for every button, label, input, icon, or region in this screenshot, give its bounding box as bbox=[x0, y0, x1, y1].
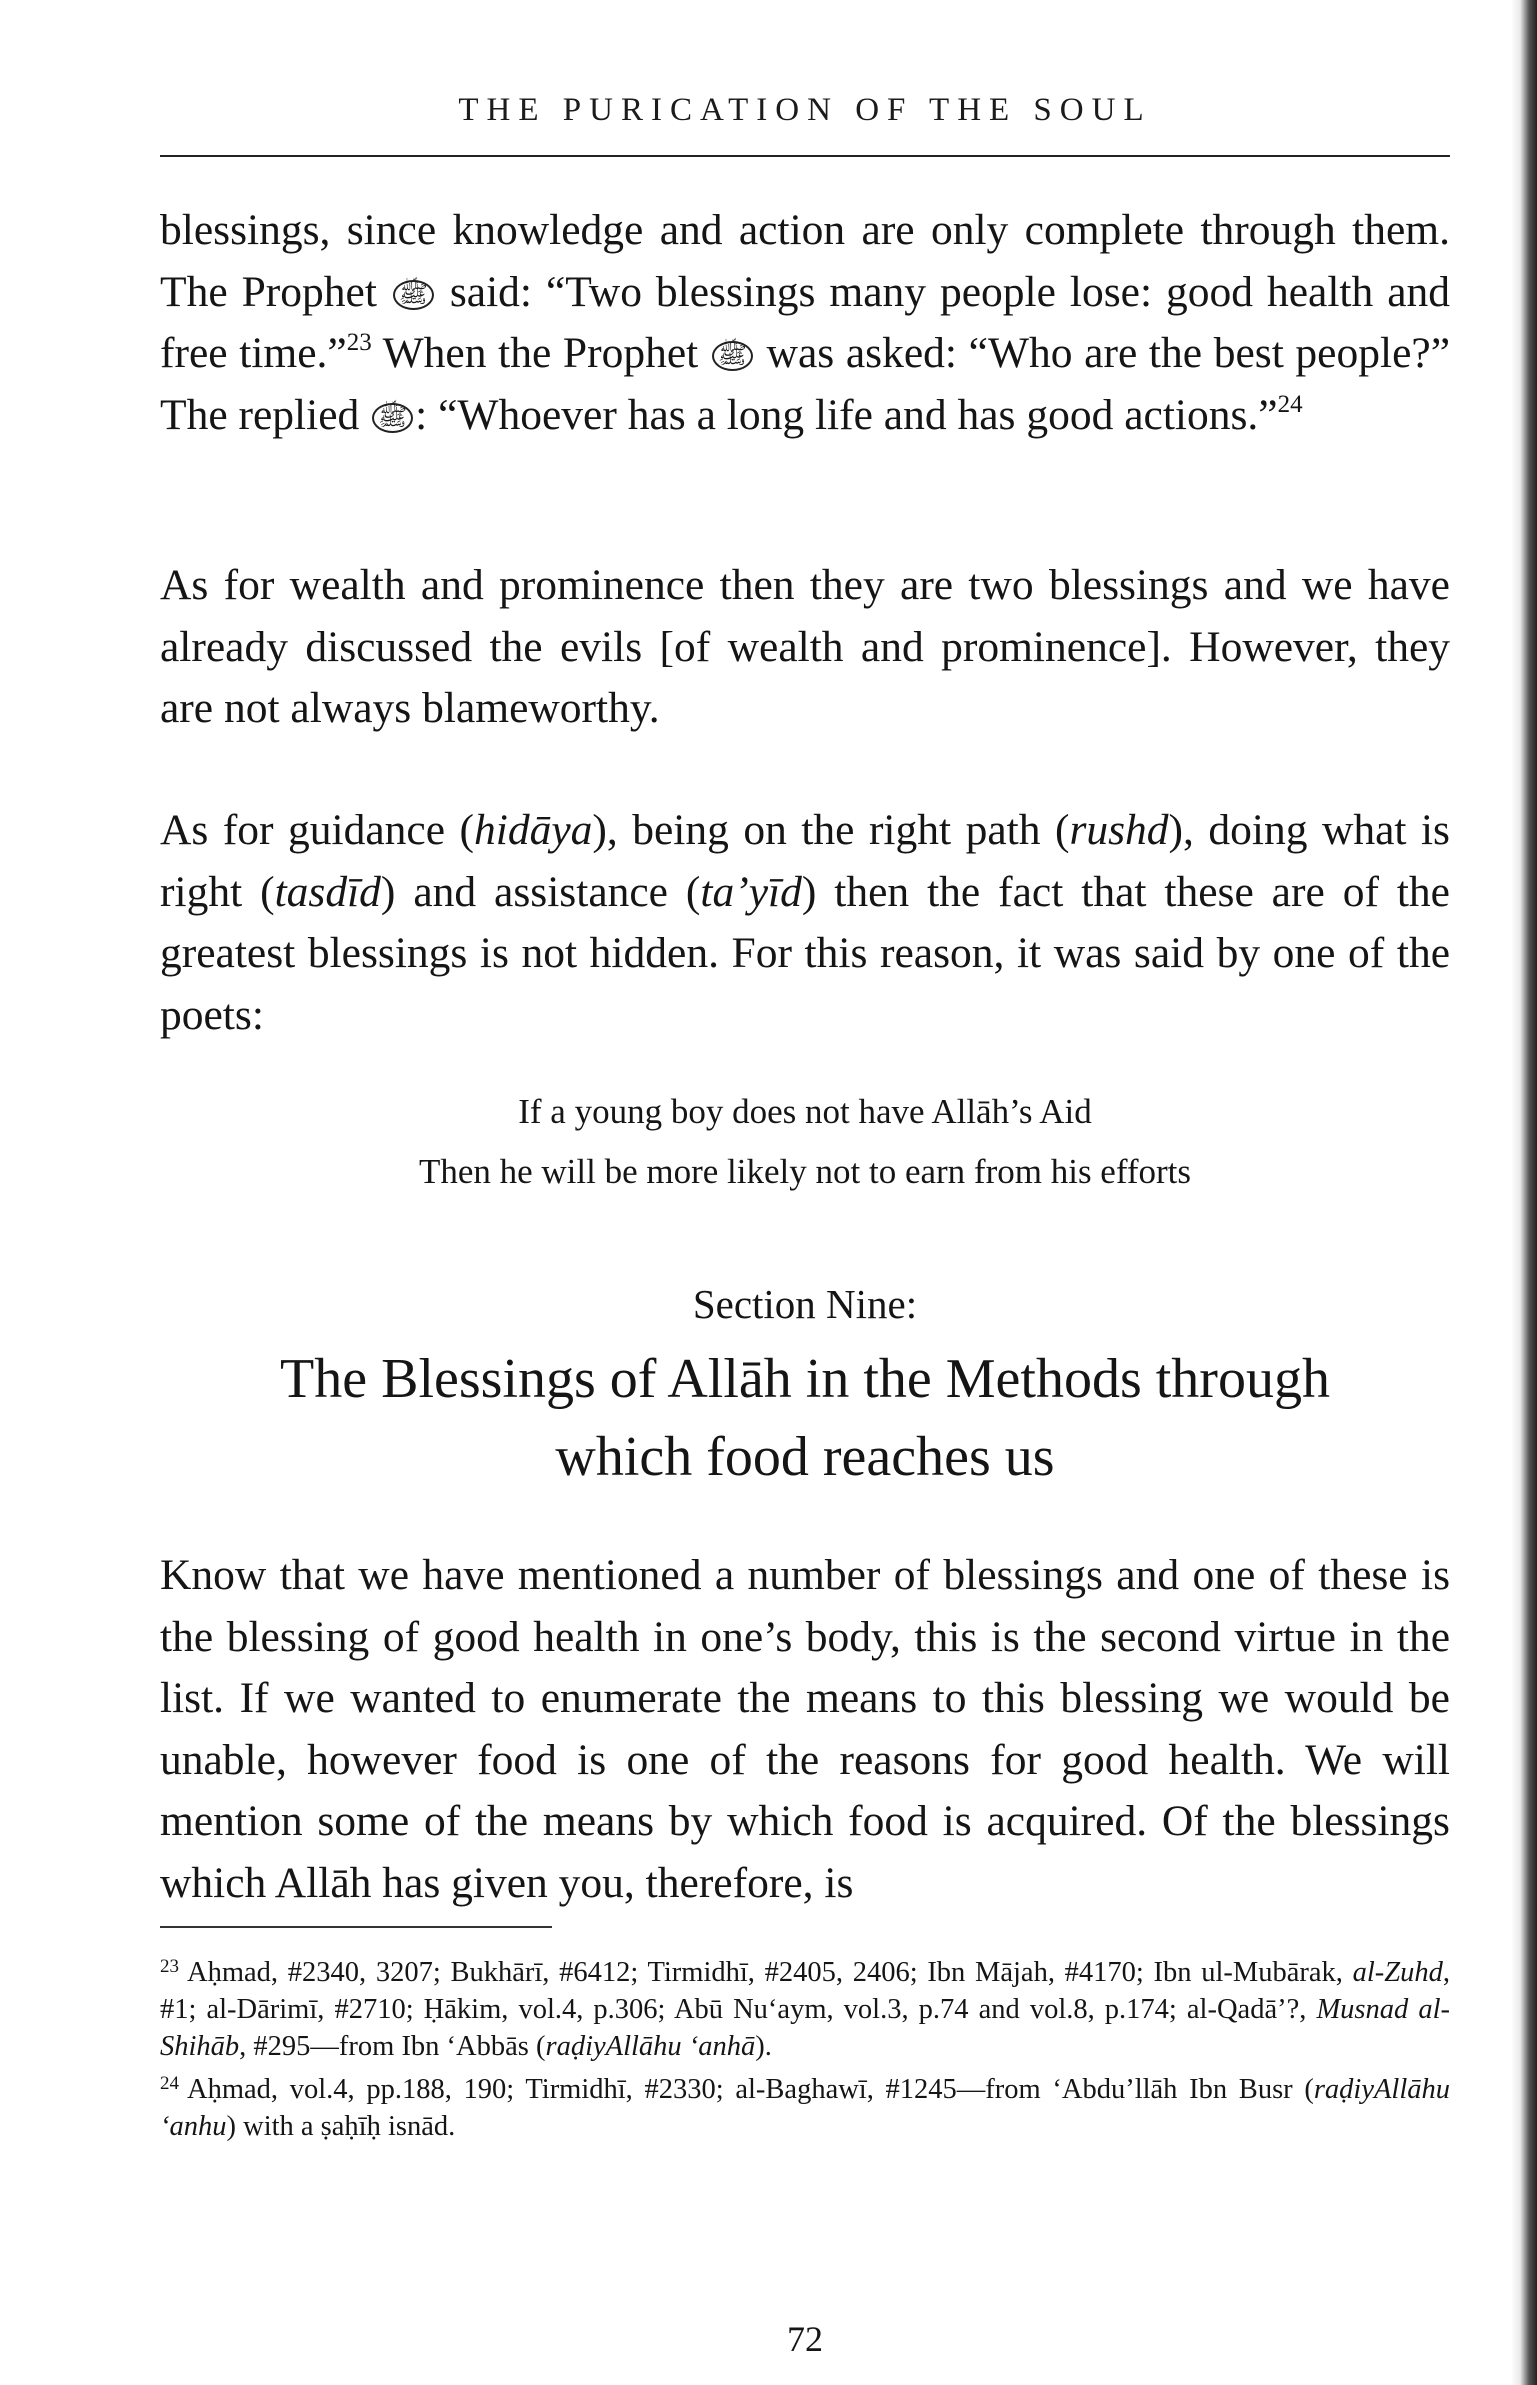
honorific-icon: ﷺ bbox=[393, 280, 434, 310]
footnote-text: , #1; al-Dārimī, #2710; Ḥākim, vol.4, p.306; Abū Nu‘aym, vol.3, p.74 and vol.8, p.174; al-Qadā’?, bbox=[160, 1957, 1450, 2025]
page-binding-shadow bbox=[1511, 0, 1537, 2385]
header-rule bbox=[160, 155, 1450, 157]
paragraph-4: Know that we have mentioned a number of blessings and one of these is the blessing of good health in one’s body, this is the second virtue in the list. If we wanted to enumerate the means to this blessing we would be unable, however food is one of the reasons for good health. We will mention some of the means by which food is acquired. Of the blessings which Allāh has given you, therefore, is bbox=[160, 1551, 1450, 1907]
footnote-ref-24[interactable]: 24 bbox=[1277, 390, 1303, 418]
footnotes bbox=[160, 1948, 1450, 2145]
footnote-rule bbox=[160, 1926, 552, 1928]
poem-verse bbox=[160, 1082, 1450, 1202]
paragraph-3-text: ), being on the right path ( bbox=[592, 806, 1070, 854]
term-hidaya: hidāya bbox=[473, 806, 593, 854]
term-rushd: rushd bbox=[1069, 806, 1169, 854]
honorific-icon: ﷺ bbox=[712, 341, 753, 371]
footnote-text: ). bbox=[755, 2031, 772, 2062]
term-tasdid: tasdīd bbox=[274, 867, 381, 916]
paragraph-3-text: As for guidance ( bbox=[160, 806, 474, 854]
footnote-honorific: raḍiyAllāhu ‘anhā bbox=[545, 2031, 756, 2062]
footnote-text: Aḥmad, vol.4, pp.188, 190; Tirmidhī, #2330; al-Baghawī, #1245—from ‘Abdu’llāh Ibn Busr ( bbox=[187, 2074, 1314, 2105]
footnote-text: , #295—from Ibn ‘Abbās ( bbox=[239, 2031, 546, 2062]
footnote-number: 23 bbox=[160, 1956, 179, 1977]
section-label: Section Nine: bbox=[692, 1281, 918, 1327]
footnote-title: al-Zuhd bbox=[1352, 1957, 1443, 1988]
paragraph-3 bbox=[160, 800, 1450, 1046]
section-title-line-1: The Blessings of Allāh in the Methods through bbox=[280, 1348, 1330, 1410]
paragraph-3-text: ) then the fact that these are of the greatest blessings is not hidden. For this reason, it was said by one of the poets: bbox=[160, 867, 1450, 1039]
paragraph-1-text: blessings, since knowledge and action are only complete through them. The Prophet bbox=[160, 206, 1450, 316]
verse-line-2: Then he will be more likely not to earn from his efforts bbox=[418, 1152, 1192, 1191]
footnote-23 bbox=[160, 1948, 1450, 2065]
footnote-text: ) with a ṣaḥīḥ isnād. bbox=[226, 2111, 456, 2142]
paragraph-1 bbox=[160, 200, 1450, 446]
verse-line-1: If a young boy does not have Allāh’s Aid bbox=[518, 1092, 1092, 1131]
footnote-number: 24 bbox=[160, 2073, 179, 2094]
footnote-honorific: raḍiyAllāhu ‘anhu bbox=[160, 2074, 1450, 2142]
paragraph-1-text: When the Prophet bbox=[371, 329, 710, 377]
paragraph-1-text: was asked: “Who are the best people?” The replied bbox=[160, 329, 1450, 439]
section-title-line-2: which food reaches us bbox=[555, 1426, 1055, 1488]
paragraph-3-text: ) and assistance ( bbox=[380, 867, 701, 916]
honorific-icon: ﷺ bbox=[372, 403, 413, 433]
footnote-ref-23[interactable]: 23 bbox=[346, 329, 372, 356]
paragraph-1-text: said: “Two blessings many people lose: good health and free time.” bbox=[160, 267, 1451, 377]
running-header: THE PURICATION OF THE SOUL bbox=[458, 92, 1152, 128]
footnote-text: Aḥmad, #2340, 3207; Bukhārī, #6412; Tirmidhī, #2405, 2406; Ibn Mājah, #4170; Ibn ul-Mubārak, bbox=[187, 1957, 1353, 1988]
footnote-24 bbox=[160, 2065, 1450, 2145]
term-tayid: ta’yīd bbox=[700, 867, 802, 916]
paragraph-1-text: : “Whoever has a long life and has good actions.” bbox=[415, 390, 1278, 439]
footnote-title: Musnad al-Shihāb bbox=[160, 1994, 1450, 2062]
paragraph-3-text: ), doing what is right ( bbox=[160, 806, 1450, 916]
paragraph-2: As for wealth and prominence then they are two blessings and we have already discussed the evils [of wealth and prominence]. However, they are not always blameworthy. bbox=[160, 561, 1450, 732]
section-title bbox=[160, 1340, 1450, 1496]
page-number: 72 bbox=[787, 2319, 823, 2359]
